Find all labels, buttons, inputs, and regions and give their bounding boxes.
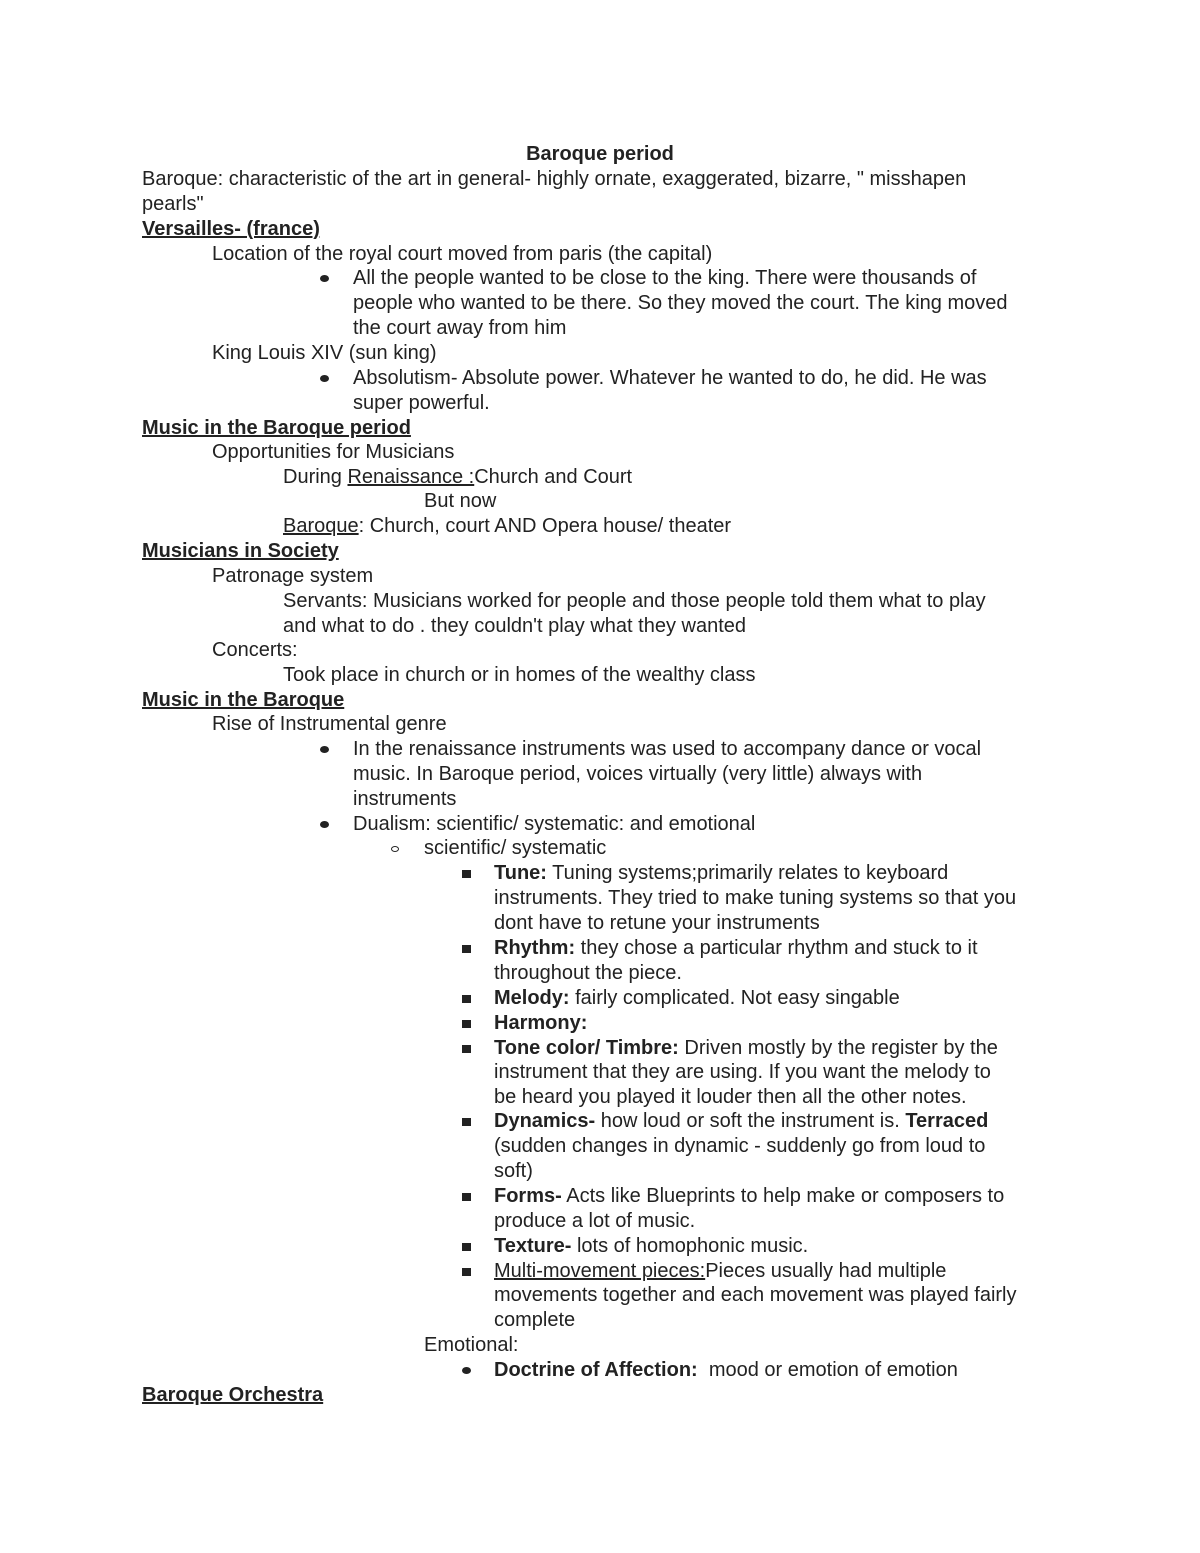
- concerts-detail: Took place in church or in homes of the wealthy class: [283, 664, 756, 686]
- item-forms-line1: [494, 1184, 1004, 1208]
- doctrine: [494, 1358, 958, 1382]
- item-tune-text: Tuning systems;primarily relates to keyboard: [546, 862, 949, 884]
- bullet-square: [462, 1268, 471, 1276]
- doctrine-label: Doctrine of Affection:: [494, 1359, 698, 1381]
- intro-line-2: pearls": [142, 193, 204, 215]
- emotional: Emotional:: [424, 1334, 519, 1356]
- concerts: Concerts:: [212, 639, 298, 661]
- mb-bullet2: Dualism: scientific/ systematic: and emotional: [353, 813, 756, 835]
- item-multi-label: Multi-movement pieces:: [494, 1260, 706, 1282]
- during-suffix: Church and Court: [474, 466, 633, 488]
- item-tone-line1: [494, 1036, 998, 1060]
- doctrine-text: mood or emotion of emotion: [697, 1359, 958, 1381]
- mb-bullet1-line3: instruments: [353, 788, 457, 810]
- versailles-bullet1-line1: All the people wanted to be close to the king. There were thousands of: [353, 267, 977, 289]
- during-prefix: During: [283, 466, 348, 488]
- heading-versailles: Versailles- (france): [142, 218, 320, 240]
- bullet-dot: [320, 375, 329, 382]
- bullet-square: [462, 1045, 471, 1053]
- versailles-bullet1-line3: the court away from him: [353, 317, 567, 339]
- item-dynamics-terraced: Terraced: [905, 1110, 989, 1132]
- intro-line-1: Baroque: characteristic of the art in general- highly ornate, exaggerated, bizarre, " misshapen: [142, 168, 967, 190]
- versailles-location: Location of the royal court moved from paris (the capital): [212, 243, 713, 265]
- bullet-square: [462, 945, 471, 953]
- item-tone-label: Tone color/ Timbre:: [494, 1037, 679, 1059]
- heading-baroque-orchestra: Baroque Orchestra: [142, 1384, 324, 1406]
- versailles-king: King Louis XIV (sun king): [212, 342, 437, 364]
- baroque-rest: : Church, court AND Opera house/ theater: [358, 515, 732, 537]
- rise-instrumental: Rise of Instrumental genre: [212, 713, 447, 735]
- item-tone-line3: be heard you played it louder then all the other notes.: [494, 1086, 967, 1108]
- item-forms-label: Forms-: [494, 1185, 562, 1207]
- item-forms-text: Acts like Blueprints to help make or composers to: [561, 1185, 1005, 1207]
- heading-music-baroque: Music in the Baroque: [142, 689, 345, 711]
- bullet-dot: [320, 821, 329, 828]
- item-dynamics-text: how loud or soft the instrument is.: [595, 1110, 906, 1132]
- item-rhythm-text: they chose a particular rhythm and stuck to it: [575, 937, 978, 959]
- item-multi-text: Pieces usually had multiple: [705, 1260, 947, 1282]
- versailles-bullet2-line2: super powerful.: [353, 392, 490, 414]
- item-dynamics-label: Dynamics-: [494, 1110, 596, 1132]
- mb-bullet1-line2: music. In Baroque period, voices virtually (very little) always with: [353, 763, 923, 785]
- item-melody-text: fairly complicated. Not easy singable: [569, 987, 900, 1009]
- item-tone-text: Driven mostly by the register by the: [678, 1037, 998, 1059]
- patronage: Patronage system: [212, 565, 374, 587]
- opportunities: Opportunities for Musicians: [212, 441, 455, 463]
- item-tune-line1: [494, 861, 948, 885]
- bullet-square: [462, 1243, 471, 1251]
- bullet-circle: [391, 846, 399, 852]
- versailles-bullet1-line2: people who wanted to be there. So they moved the court. The king moved: [353, 292, 1008, 314]
- bullet-dot: [320, 746, 329, 753]
- heading-musicians-society: Musicians in Society: [142, 540, 339, 562]
- item-texture: [494, 1234, 808, 1258]
- versailles-bullet2-line1: Absolutism- Absolute power. Whatever he wanted to do, he did. He was: [353, 367, 987, 389]
- bullet-square: [462, 995, 471, 1003]
- during-renaissance: [283, 465, 632, 489]
- item-melody-label: Melody:: [494, 987, 570, 1009]
- item-texture-text: lots of homophonic music.: [571, 1235, 809, 1257]
- mb-sub: scientific/ systematic: [424, 837, 607, 859]
- item-harmony: Harmony:: [494, 1012, 588, 1034]
- item-dynamics-line3: soft): [494, 1160, 533, 1182]
- item-tune-line3: dont have to retune your instruments: [494, 912, 820, 934]
- servants-line2: and what to do . they couldn't play what they wanted: [283, 615, 747, 637]
- bullet-square: [462, 1118, 471, 1126]
- bullet-square: [462, 870, 471, 878]
- item-rhythm-line1: [494, 936, 978, 960]
- bullet-dot: [320, 275, 329, 282]
- item-tune-line2: instruments. They tried to make tuning systems so that you: [494, 887, 1017, 909]
- item-multi-line1: [494, 1259, 946, 1283]
- renaissance-underlined: Renaissance :: [347, 466, 475, 488]
- item-melody: [494, 986, 900, 1010]
- heading-music-baroque-period: Music in the Baroque period: [142, 417, 411, 439]
- item-rhythm-label: Rhythm:: [494, 937, 576, 959]
- bullet-square: [462, 1193, 471, 1201]
- page-title: Baroque period: [526, 143, 674, 165]
- item-rhythm-line2: throughout the piece.: [494, 962, 682, 984]
- item-dynamics-line2: (sudden changes in dynamic - suddenly go from loud to: [494, 1135, 986, 1157]
- servants-line1: Servants: Musicians worked for people and those people told them what to play: [283, 590, 986, 612]
- item-texture-label: Texture-: [494, 1235, 572, 1257]
- bullet-square: [462, 1020, 471, 1028]
- item-multi-line3: complete: [494, 1309, 576, 1331]
- item-tone-line2: instrument that they are using. If you want the melody to: [494, 1061, 991, 1083]
- baroque-venues: [283, 514, 731, 538]
- item-dynamics-line1: [494, 1109, 988, 1133]
- item-tune-label: Tune:: [494, 862, 547, 884]
- mb-bullet1-line1: In the renaissance instruments was used to accompany dance or vocal: [353, 738, 982, 760]
- item-multi-line2: movements together and each movement was played fairly: [494, 1284, 1017, 1306]
- baroque-underlined: Baroque: [283, 515, 359, 537]
- but-now: But now: [424, 490, 497, 512]
- bullet-dot: [462, 1367, 471, 1374]
- item-forms-line2: produce a lot of music.: [494, 1210, 696, 1232]
